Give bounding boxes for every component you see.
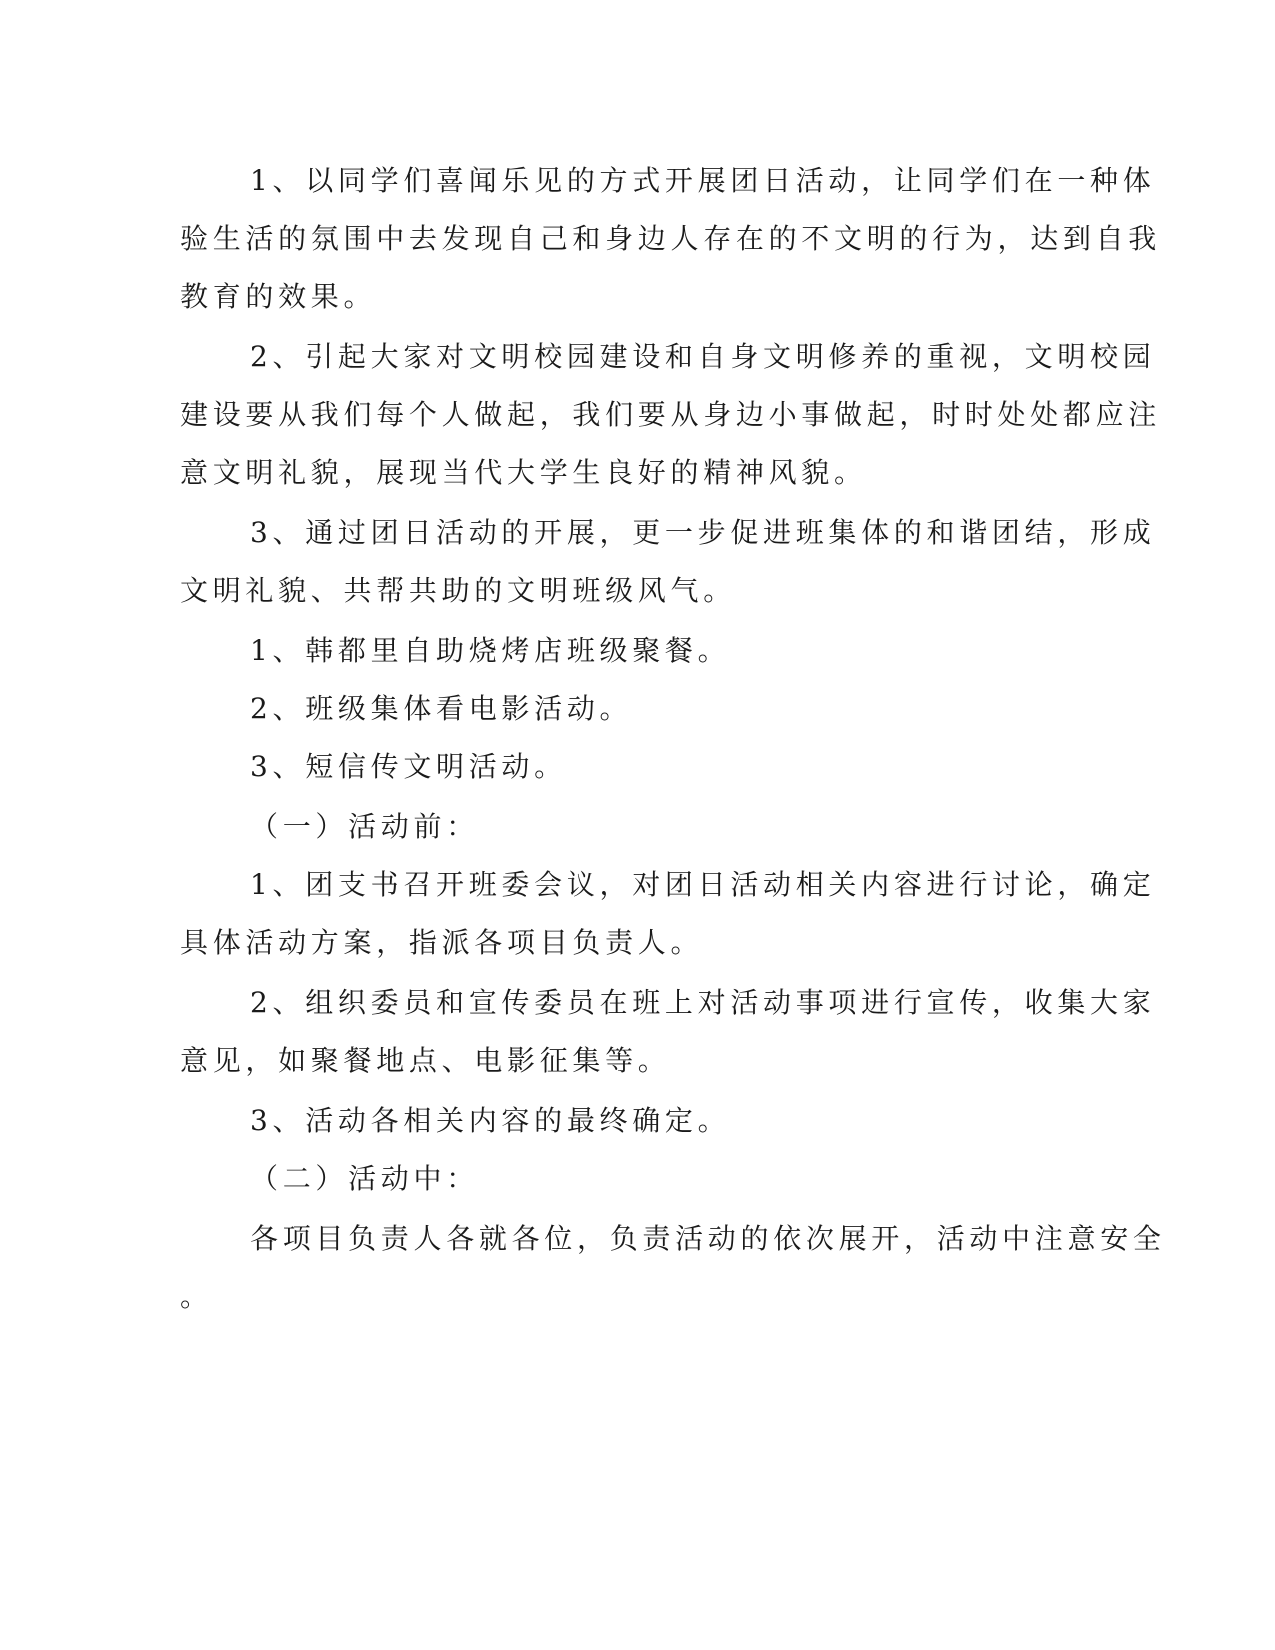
section-heading-during: （二）活动中： — [250, 1162, 479, 1195]
before-item-3: 3、活动各相关内容的最终确定。 — [250, 1104, 731, 1137]
paragraph-3-line-2: 文明礼貌、共帮共助的文明班级风气。 — [180, 574, 736, 607]
paragraph-1-line-3: 教育的效果。 — [180, 280, 377, 313]
activity-item-3: 3、短信传文明活动。 — [250, 750, 567, 783]
activity-item-1: 1、韩都里自助烧烤店班级聚餐。 — [250, 634, 731, 667]
paragraph-3-line-1: 3、通过团日活动的开展，更一步促进班集体的和谐团结，形成 — [250, 516, 1156, 549]
during-paragraph-line-1: 各项目负责人各就各位，负责活动的依次展开，活动中注意安全 — [250, 1222, 1166, 1255]
section-heading-before: （一）活动前： — [250, 810, 479, 843]
before-item-1-line-1: 1、团支书召开班委会议，对团日活动相关内容进行讨论，确定 — [250, 868, 1156, 901]
before-item-2-line-1: 2、组织委员和宣传委员在班上对活动事项进行宣传，收集大家 — [250, 986, 1156, 1019]
during-paragraph-line-2: 。 — [180, 1280, 213, 1313]
paragraph-2-line-1: 2、引起大家对文明校园建设和自身文明修养的重视，文明校园 — [250, 340, 1156, 373]
before-item-1-line-2: 具体活动方案，指派各项目负责人。 — [180, 926, 704, 959]
activity-item-2: 2、班级集体看电影活动。 — [250, 692, 633, 725]
before-item-2-line-2: 意见，如聚餐地点、电影征集等。 — [180, 1044, 671, 1077]
paragraph-2-line-2: 建设要从我们每个人做起，我们要从身边小事做起，时时处处都应注 — [180, 398, 1162, 431]
paragraph-2-line-3: 意文明礼貌，展现当代大学生良好的精神风貌。 — [180, 456, 867, 489]
paragraph-1-line-2: 验生活的氛围中去发现自己和身边人存在的不文明的行为，达到自我 — [180, 222, 1162, 255]
paragraph-1-line-1: 1、以同学们喜闻乐见的方式开展团日活动，让同学们在一种体 — [250, 164, 1156, 197]
